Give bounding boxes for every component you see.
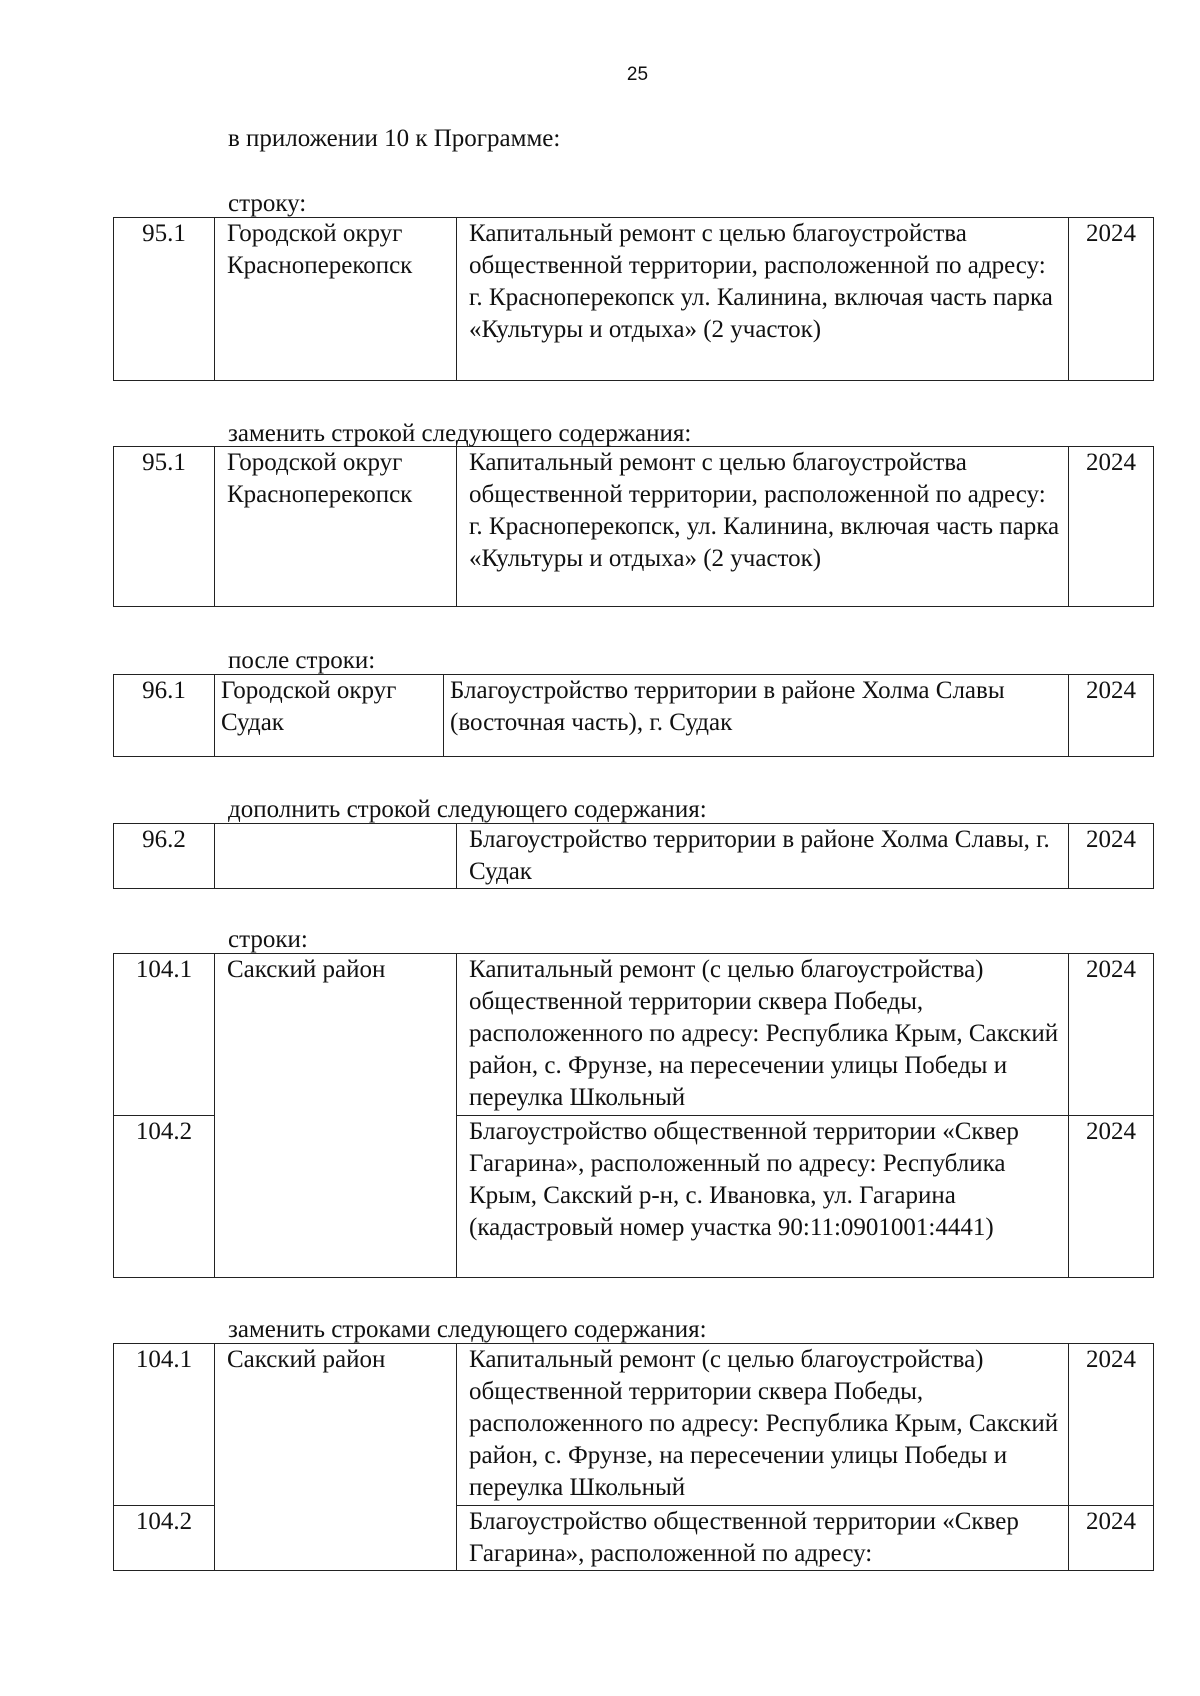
district-cell: Городской округ Красноперекопск <box>215 447 457 607</box>
row-number: 96.1 <box>114 675 215 757</box>
table-row <box>114 1506 1154 1571</box>
year-cell: 2024 <box>1069 954 1154 1116</box>
program-table <box>113 446 1154 607</box>
caption-line: строку: <box>228 190 307 217</box>
district-cell <box>215 1116 457 1278</box>
district-cell <box>215 1506 457 1571</box>
year-cell: 2024 <box>1069 675 1154 757</box>
year-cell: 2024 <box>1069 824 1154 889</box>
table-row <box>114 954 1154 1116</box>
caption-replace-lines: заменить строками следующего содержания: <box>228 1316 707 1343</box>
caption-replace: заменить строкой следующего содержания: <box>228 420 692 447</box>
table-row <box>114 218 1154 381</box>
row-number: 95.1 <box>114 218 215 381</box>
row-number: 96.2 <box>114 824 215 889</box>
program-table <box>113 674 1154 757</box>
district-cell: Сакский район <box>215 1344 457 1506</box>
row-number: 104.2 <box>114 1506 215 1571</box>
district-cell: Городской округ Судак <box>215 675 444 757</box>
page-number: 25 <box>626 64 649 85</box>
row-number: 95.1 <box>114 447 215 607</box>
table-row <box>114 824 1154 889</box>
caption-after-line: после строки: <box>228 647 376 674</box>
description-cell: Благоустройство территории в районе Холма Славы, г. Судак <box>457 824 1069 889</box>
description-cell: Благоустройство общественной территории «Сквер Гагарина», расположенный по адресу: Республика Крым, Сакский р-н, с. Ивановка, ул. Гагарина (кадастровый номер участка 90:11:0901001:4441) <box>457 1116 1069 1278</box>
district-cell <box>215 824 457 889</box>
district-cell: Сакский район <box>215 954 457 1116</box>
caption-add-line: дополнить строкой следующего содержания: <box>228 796 707 823</box>
description-cell: Капитальный ремонт (с целью благоустройства) общественной территории сквера Победы, расположенного по адресу: Республика Крым, Сакский район, с. Фрунзе, на пересечении улицы Победы и переулка Школьный <box>457 954 1069 1116</box>
intro-text: в приложении 10 к Программе: <box>228 125 561 152</box>
program-table <box>113 217 1154 381</box>
description-cell: Капитальный ремонт (с целью благоустройства) общественной территории сквера Победы, расположенного по адресу: Республика Крым, Сакский район, с. Фрунзе, на пересечении улицы Победы и переулка Школьный <box>457 1344 1069 1506</box>
row-number: 104.1 <box>114 954 215 1116</box>
description-cell: Благоустройство территории в районе Холма Славы (восточная часть), г. Судак <box>444 675 1069 757</box>
description-cell: Капитальный ремонт с целью благоустройства общественной территории, расположенной по адресу: г. Красноперекопск, ул. Калинина, включая часть парка «Культуры и отдыха» (2 участок) <box>457 447 1069 607</box>
district-cell: Городской округ Красноперекопск <box>215 218 457 381</box>
year-cell: 2024 <box>1069 1344 1154 1506</box>
row-number: 104.1 <box>114 1344 215 1506</box>
year-cell: 2024 <box>1069 218 1154 381</box>
year-cell: 2024 <box>1069 447 1154 607</box>
table-row <box>114 447 1154 607</box>
year-cell: 2024 <box>1069 1506 1154 1571</box>
caption-lines: строки: <box>228 926 308 953</box>
description-cell: Благоустройство общественной территории «Сквер Гагарина», расположенной по адресу: <box>457 1506 1069 1571</box>
program-table <box>113 823 1154 889</box>
program-table <box>113 1343 1154 1571</box>
year-cell: 2024 <box>1069 1116 1154 1278</box>
table-row <box>114 1344 1154 1506</box>
table-row <box>114 1116 1154 1278</box>
description-cell: Капитальный ремонт с целью благоустройства общественной территории, расположенной по адресу: г. Красноперекопск ул. Калинина, включая часть парка «Культуры и отдыха» (2 участок) <box>457 218 1069 381</box>
table-row <box>114 675 1154 757</box>
row-number: 104.2 <box>114 1116 215 1278</box>
program-table <box>113 953 1154 1278</box>
